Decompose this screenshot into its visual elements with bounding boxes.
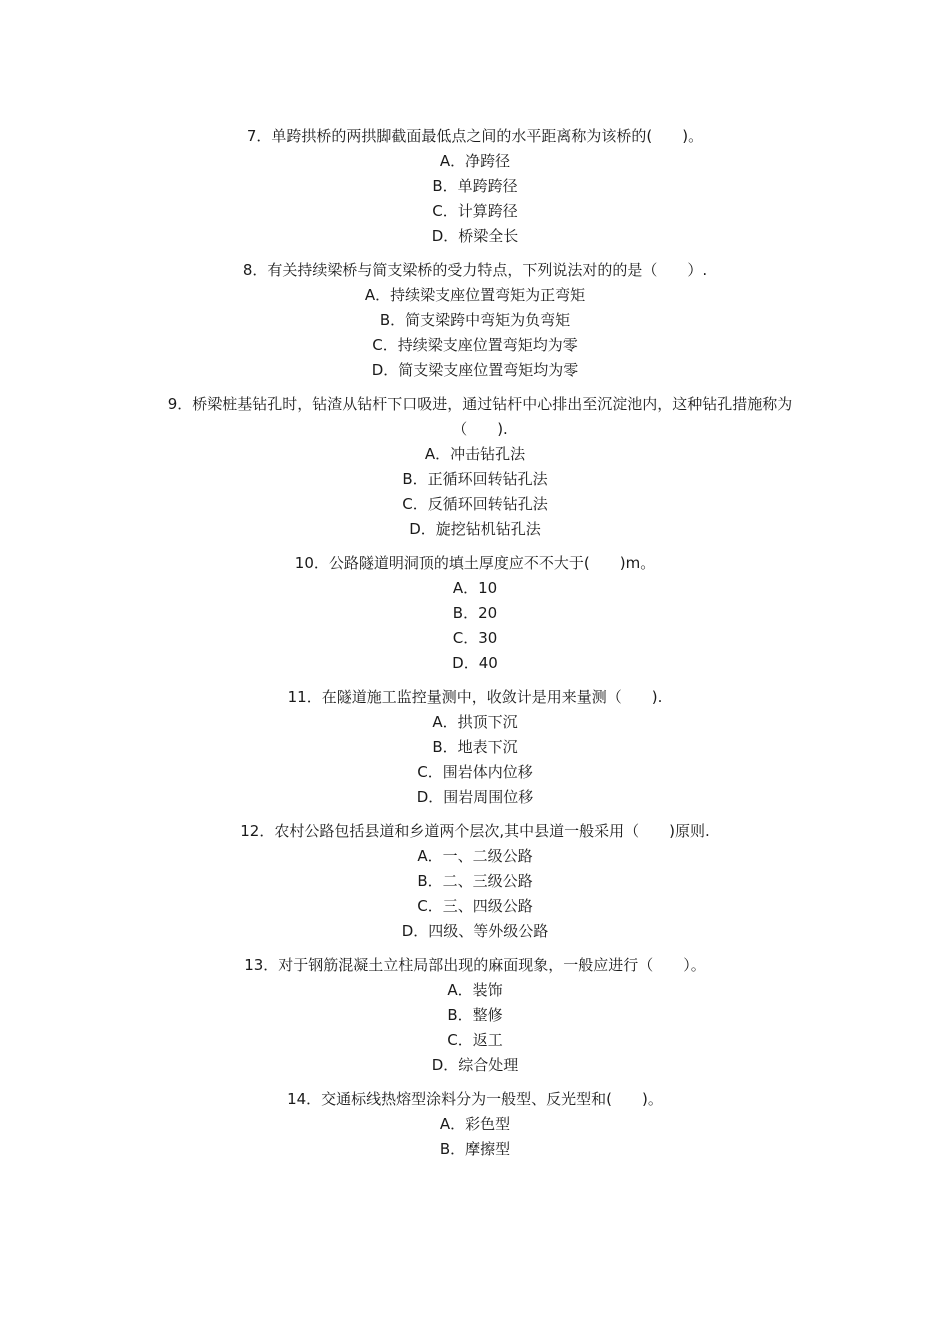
option-b: B．整修	[447, 1006, 503, 1024]
question-stem: 14．交通标线热熔型涂料分为一般型、反光型和( )。	[287, 1090, 663, 1108]
question-9	[0, 392, 950, 542]
question-13	[0, 953, 950, 1078]
document-page	[0, 124, 950, 1171]
option-a: A．冲击钻孔法	[424, 445, 526, 463]
question-14	[0, 1087, 950, 1162]
option-d: D．桥梁全长	[431, 227, 519, 245]
question-12	[0, 819, 950, 944]
option-c: C．30	[452, 629, 498, 647]
option-d: D．综合处理	[431, 1056, 519, 1074]
option-a: A．拱顶下沉	[432, 713, 518, 731]
question-stem: 12．农村公路包括县道和乡道两个层次,其中县道一般采用（ )原则.	[240, 822, 710, 840]
option-c: C．持续梁支座位置弯矩均为零	[372, 336, 578, 354]
option-a: A．净跨径	[439, 152, 511, 170]
option-b: B．简支梁跨中弯矩为负弯矩	[379, 311, 571, 329]
question-stem: 13．对于钢筋混凝土立柱局部出现的麻面现象，一般应进行（ ）。	[244, 956, 706, 974]
option-b: B．20	[452, 604, 498, 622]
option-c: C．返工	[447, 1031, 503, 1049]
question-stem: 10．公路隧道明洞顶的填土厚度应不不大于( )m。	[294, 554, 656, 572]
question-10	[0, 551, 950, 676]
question-8	[0, 258, 950, 383]
question-11	[0, 685, 950, 810]
option-d: D．简支梁支座位置弯矩均为零	[371, 361, 579, 379]
option-a: A．10	[452, 579, 498, 597]
option-b: B．地表下沉	[432, 738, 518, 756]
option-a: A．彩色型	[439, 1115, 511, 1133]
option-d: D．旋挖钻机钻孔法	[409, 520, 541, 538]
option-d: D．40	[452, 654, 498, 672]
option-d: D．四级、等外级公路	[401, 922, 549, 940]
option-c: C．计算跨径	[432, 202, 518, 220]
option-b: B．单跨跨径	[432, 177, 518, 195]
option-c: C．围岩体内位移	[417, 763, 533, 781]
option-b: B．摩擦型	[439, 1140, 511, 1158]
question-stem: 11．在隧道施工监控量测中，收敛计是用来量测（ ).	[287, 688, 663, 706]
option-b: B．正循环回转钻孔法	[402, 470, 548, 488]
option-a: A．装饰	[447, 981, 503, 999]
option-c: C．三、四级公路	[417, 897, 533, 915]
option-b: B．二、三级公路	[417, 872, 533, 890]
option-a: A．一、二级公路	[417, 847, 533, 865]
question-stem: 7．单跨拱桥的两拱脚截面最低点之间的水平距离称为该桥的( )。	[246, 127, 704, 145]
question-stem: 8．有关持续梁桥与简支梁桥的受力特点，下列说法对的的是（ ）.	[242, 261, 708, 279]
option-d: D．围岩周围位移	[416, 788, 534, 806]
question-stem: 9．桥梁桩基钻孔时，钻渣从钻杆下口吸进，通过钻杆中心排出至沉淀池内，这种钻孔措施称为（ ).	[167, 395, 793, 438]
question-7	[0, 124, 950, 249]
option-c: C．反循环回转钻孔法	[402, 495, 548, 513]
option-a: A．持续梁支座位置弯矩为正弯矩	[364, 286, 586, 304]
